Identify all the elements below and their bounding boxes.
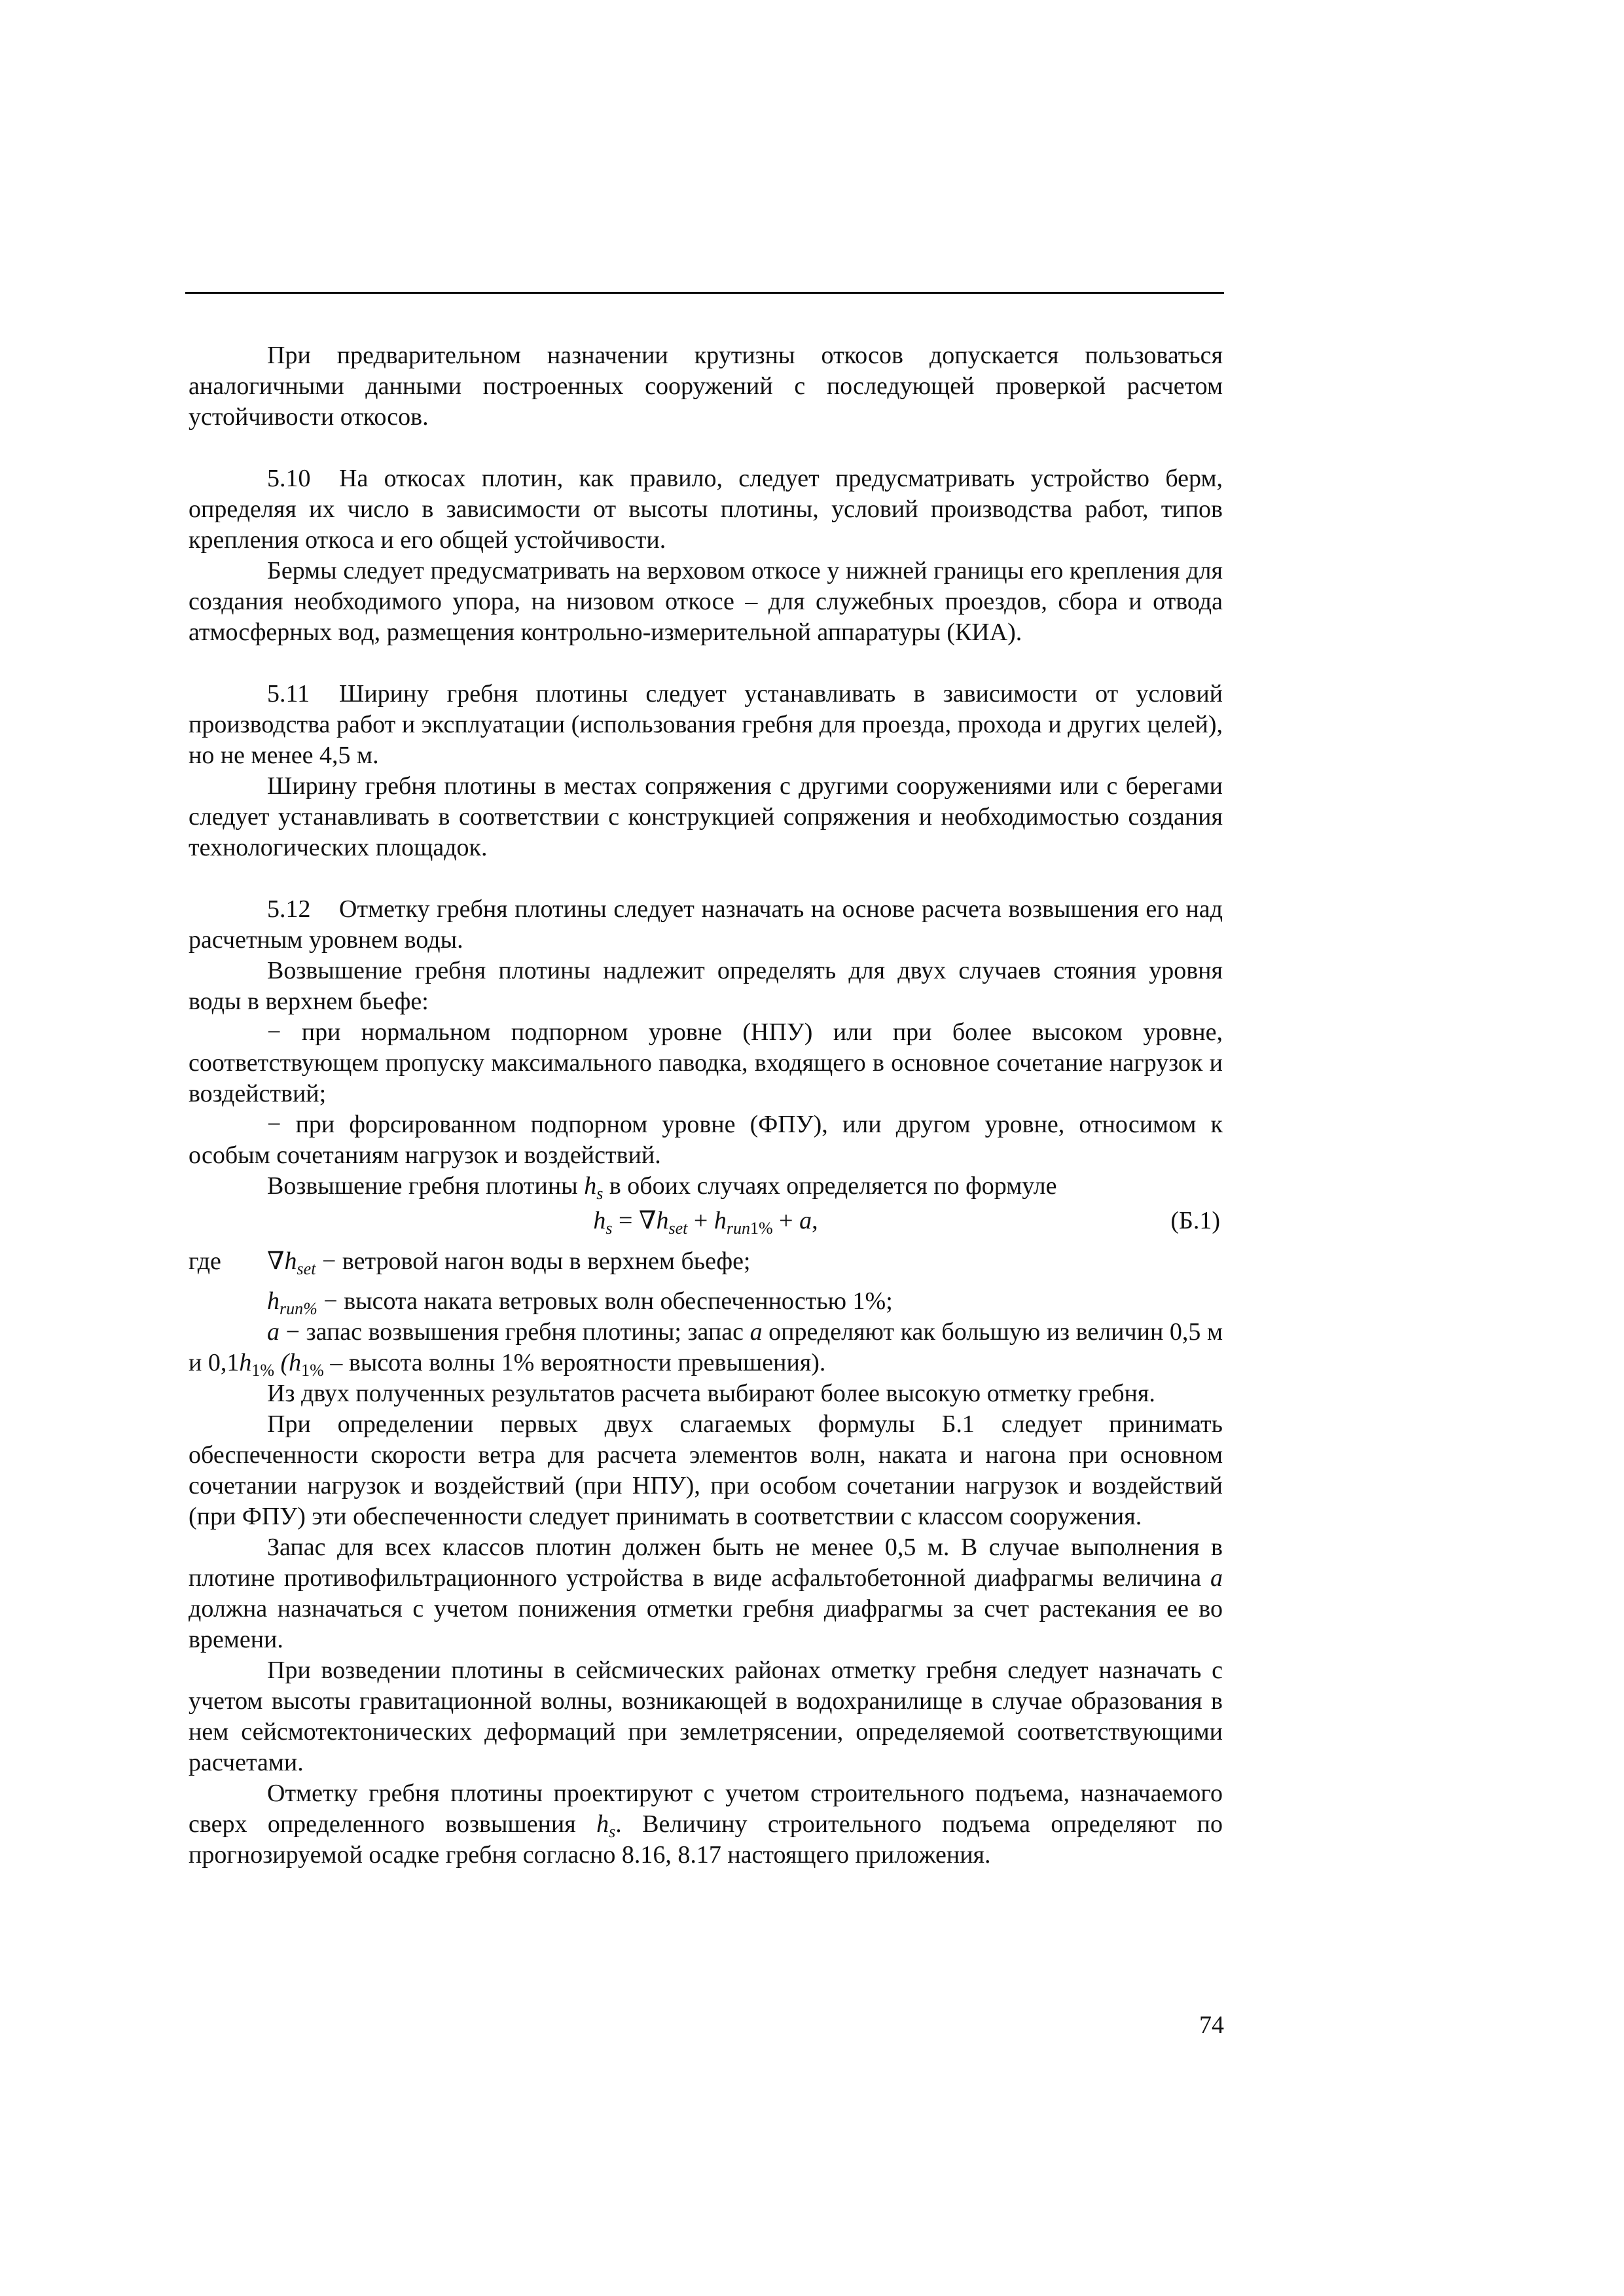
header-rule: [185, 292, 1224, 294]
subscript: set: [668, 1219, 688, 1238]
subscript: 1%: [251, 1361, 275, 1380]
where-definition-1: [189, 1246, 1223, 1277]
clause-number: 5.11: [267, 680, 310, 708]
clause-5-11: [189, 679, 1223, 771]
variable: a: [799, 1207, 812, 1234]
formula-number: (Б.1): [1170, 1207, 1220, 1234]
paragraph-crest-width-junctions: Ширину гребня плотины в местах сопряжения с другими сооружениями или с берегами следует устанавливать в соответствии с конструкцией сопряжения и необходимостью создания технологических площадок.: [189, 772, 1223, 861]
paragraph-two-cases: Возвышение гребня плотины надлежит определять для двух случаев стояния уровня воды в верхнем бьефе:: [189, 957, 1223, 1015]
text-run: − высота наката ветровых волн обеспеченностью 1%;: [317, 1287, 893, 1315]
paragraph-formula-intro: [189, 1171, 1223, 1202]
paragraph-choose-higher: Из двух полученных результатов расчета выбирают более высокую отметку гребня.: [267, 1380, 1155, 1407]
paragraph-wind-security: При определении первых двух слагаемых формулы Б.1 следует принимать обеспеченности скорости ветра для расчета элементов волн, наката и нагона при основном сочетании нагрузок и воздействий (при НПУ), при особом сочетании нагрузок и воздействий (при ФПУ) эти обеспеченности следует принимать в соответствии с классом сооружения.: [189, 1410, 1223, 1530]
variable: h: [267, 1287, 280, 1315]
definition-text: [267, 1246, 1223, 1277]
paragraph-slope-steepness: При предварительном назначении крутизны откосов допускается пользоваться аналогичными данными построенных сооружений с последующей проверкой расчетом устойчивости откосов.: [189, 342, 1223, 431]
subscript: run: [726, 1219, 750, 1238]
variable: h: [284, 1247, 297, 1275]
variable: h: [596, 1810, 609, 1838]
paragraph-construction-lift: [189, 1778, 1223, 1871]
operator: = ∇: [612, 1207, 657, 1234]
clause-5-10: [189, 463, 1223, 556]
variable: h: [593, 1207, 606, 1234]
clause-text: Ширину гребня плотины следует устанавливать в зависимости от условий производства работ и эксплуатации (использования гребня для проезда, прохода и других целей), но не менее 4,5 м.: [189, 680, 1223, 769]
list-item-npu: − при нормальном подпорном уровне (НПУ) или при более высоком уровне, соответствующем пропуску максимального паводка, входящего в основное сочетание нагрузок и воздействий;: [189, 1018, 1223, 1107]
subscript: 1%: [749, 1219, 773, 1238]
paragraph-seismic: При возведении плотины в сейсмических районах отметку гребня следует назначать с учетом высоты гравитационной волны, возникающей в водохранилище в случае образования в нем сейсмотектонических деформаций при землетрясении, определяемой соответствующими расчетами.: [189, 1657, 1223, 1776]
clause-text: Отметку гребня плотины следует назначать на основе расчета возвышения его над расчетным уровнем воды.: [189, 895, 1223, 954]
clause-number: 5.10: [267, 465, 311, 492]
variable: h: [584, 1172, 597, 1200]
text-run: Отметку гребня плотины проектируют с учетом строительного подъема, назначаемого сверх определенного возвышения: [189, 1780, 1223, 1838]
subscript: s: [605, 1219, 613, 1238]
subscript: s: [609, 1822, 616, 1841]
where-definition-2: [189, 1286, 1223, 1317]
subscript: s: [596, 1184, 604, 1203]
text-run: − запас возвышения гребня плотины; запас: [280, 1318, 750, 1346]
document-body: [189, 340, 1223, 1871]
text-run: должна назначаться с учетом понижения отметки гребня диафрагмы за счет растекания ее во времени.: [189, 1595, 1223, 1653]
text-run: . Величину строительного подъема определяют по прогнозируемой осадке гребня согласно 8.16, 8.17 настоящего приложения.: [189, 1810, 1223, 1869]
clause-text: На откосах плотин, как правило, следует предусматривать устройство берм, определяя их число в зависимости от высоты плотины, условий производства работ, типов крепления откоса и его общей устойчивости.: [189, 465, 1223, 554]
formula-b1: [189, 1206, 1223, 1242]
punctuation: ,: [812, 1207, 818, 1234]
text-run: (: [274, 1349, 289, 1376]
operator: +: [772, 1207, 800, 1234]
subscript: run%: [280, 1299, 317, 1318]
where-label: где: [189, 1247, 221, 1275]
formula-expression: [189, 1206, 1223, 1236]
text-run: определяют как большую из величин 0,5 м и 0,1: [189, 1318, 1223, 1376]
variable: a: [1210, 1564, 1223, 1592]
variable: h: [656, 1207, 669, 1234]
clause-number: 5.12: [267, 895, 311, 923]
page-number: 74: [1199, 2011, 1224, 2039]
list-item-fpu: − при форсированном подпорном уровне (ФПУ), или другом уровне, относимом к особым сочетаниям нагрузок и воздействий.: [189, 1111, 1223, 1169]
text-run: Запас для всех классов плотин должен быть не менее 0,5 м. В случае выполнения в плотине противофильтрационного устройства в виде асфальтобетонной диафрагмы величина: [189, 1534, 1223, 1592]
symbol: ∇: [267, 1247, 285, 1275]
text-run: − ветровой нагон воды в верхнем бьефе;: [316, 1247, 751, 1275]
variable: a: [749, 1318, 763, 1346]
clause-5-12: [189, 894, 1223, 956]
paragraph-berms: Бермы следует предусматривать на верховом откосе у нижней границы его крепления для создания необходимого упора, на низовом откосе – для служебных проездов, сбора и отвода атмосферных вод, размещения контрольно-измерительной аппаратуры (КИА).: [189, 557, 1223, 646]
subscript: 1%: [301, 1361, 324, 1380]
variable: h: [289, 1349, 302, 1376]
operator: +: [687, 1207, 714, 1234]
text-run: Возвышение гребня плотины: [267, 1172, 585, 1200]
subscript: set: [297, 1259, 316, 1278]
text-run: в обоих случаях определяется по формуле: [603, 1172, 1057, 1200]
paragraph-reserve: [189, 1532, 1223, 1655]
variable: h: [713, 1207, 727, 1234]
variable: h: [239, 1349, 252, 1376]
where-definition-3: [189, 1317, 1223, 1378]
variable: a: [267, 1318, 280, 1346]
text-run: – высота волны 1% вероятности превышения).: [323, 1349, 826, 1376]
